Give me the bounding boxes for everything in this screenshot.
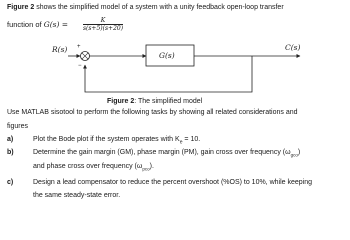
task-a-marker: a) bbox=[7, 136, 14, 143]
intro-text: shows the simplified model of a system with a unity feedback open-loop transfer bbox=[36, 4, 284, 11]
figure-ref-label: Figure 2 bbox=[7, 4, 35, 11]
task-c-text-cont: the same steady-state error. bbox=[33, 192, 121, 199]
caption-label: Figure 2 bbox=[107, 98, 135, 105]
function-of-label: function of bbox=[7, 20, 42, 29]
plus-sign: + bbox=[77, 44, 81, 50]
task-a-text: Plot the Bode plot if the system operates with $K_e = 10$. bbox=[33, 136, 201, 146]
output-label: C(s) bbox=[285, 43, 301, 52]
instructions-line-1: Use MATLAB sisotool to perform the following tasks by showing all related considerations and bbox=[7, 109, 298, 116]
plant-block-label: G(s) bbox=[159, 51, 175, 60]
task-b-text-cont: and phase cross over frequency $(\omega_{pco})$. bbox=[33, 163, 154, 172]
figure-caption bbox=[107, 97, 202, 106]
instructions-line-2: figures bbox=[7, 123, 29, 130]
task-c-marker: c) bbox=[7, 179, 14, 186]
transfer-function-lhs: G(s) = bbox=[43, 20, 69, 29]
caption-text: : The simplified model bbox=[134, 98, 203, 105]
transfer-function-denominator: s(s+5)(s+20) bbox=[82, 25, 124, 32]
task-c-text: Design a lead compensator to reduce the percent overshoot (%OS) to 10%, while keeping bbox=[33, 179, 312, 186]
task-b-marker: b) bbox=[7, 149, 14, 156]
minus-sign: − bbox=[78, 63, 82, 69]
task-b-text: Determine the gain margin (GM), phase margin (PM), gain cross over frequency $(\omega_{gco})$ bbox=[33, 149, 301, 158]
transfer-function-numerator: K bbox=[100, 17, 106, 24]
input-label: R(s) bbox=[52, 45, 68, 54]
